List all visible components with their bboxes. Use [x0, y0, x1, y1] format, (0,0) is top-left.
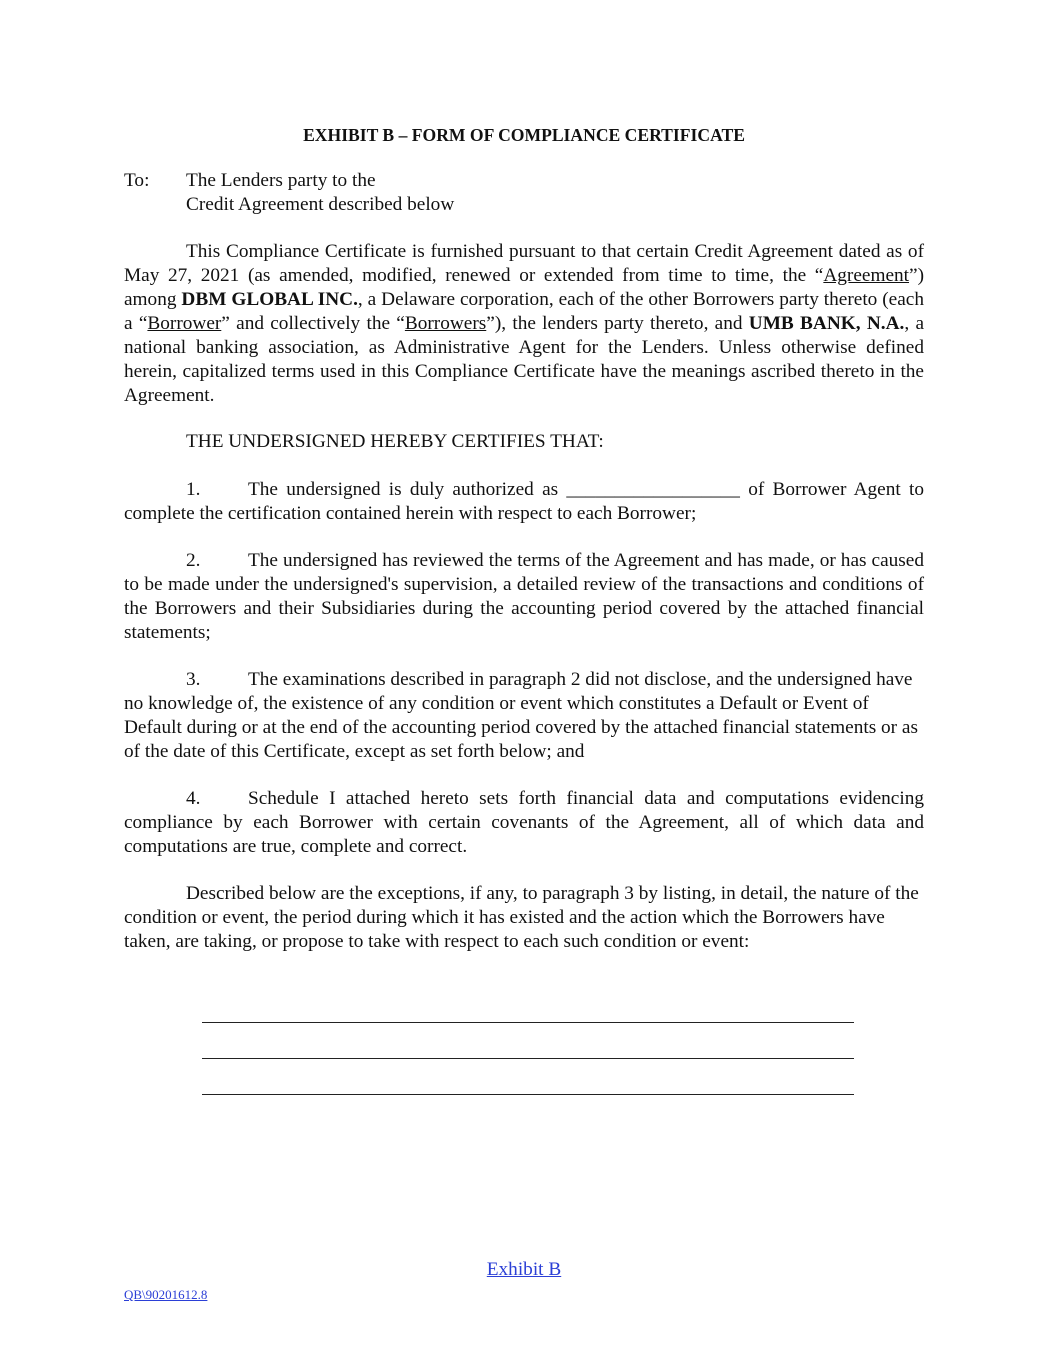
item-text: The examinations described in paragraph 2 did not disclose, and the undersigned have no knowledge of, the existence of any condition or event which constitutes a Default or Event of Default during or at the end of the accounting period covered by the attached financial statements or as of the date of this Certificate, except as set forth below; and [124, 669, 918, 762]
addressee-lines [186, 169, 886, 217]
certifies-heading: THE UNDERSIGNED HEREBY CERTIFIES THAT: [186, 431, 604, 452]
addressee-line-2: Credit Agreement described below [186, 194, 455, 215]
certification-item-2 [124, 549, 924, 645]
footer-doc-id [124, 1287, 207, 1303]
item-number: 3. [186, 669, 201, 690]
item-text: The undersigned is duly authorized as __________________ of Borrower Agent to complete the certification contained herein with respect to each Borrower; [124, 479, 924, 524]
item-text: The undersigned has reviewed the terms of the Agreement and has made, or has caused to be made under the undersigned's supervision, a detailed review of the transactions and conditions of the Borrowers and their Subsidiaries during the accounting period covered by the attached financial statements; [124, 550, 924, 643]
intro-text: ” and collectively the “ [221, 313, 405, 334]
intro-text: ”), the lenders party thereto, and [486, 313, 749, 334]
item-number: 1. [186, 479, 201, 500]
document-id-link[interactable]: QB\90201612.8 [124, 1287, 208, 1302]
certification-item-4 [124, 787, 924, 859]
footer-exhibit-label [124, 1258, 924, 1282]
intro-text: ”) among [124, 265, 924, 310]
to-label: To: [124, 170, 150, 191]
defined-term-agreement: Agreement [823, 265, 910, 286]
party-umb-bank: UMB BANK, N.A. [748, 313, 905, 334]
intro-text: , a Delaware corporation, each of the other Borrowers party thereto (each a “ [124, 289, 924, 334]
party-dbm-global: DBM GLOBAL INC. [181, 289, 358, 310]
intro-text: , a national banking association, as Administrative Agent for the Lenders. Unless otherwise defined herein, capitalized terms used in this Compliance Certificate have the meanings ascribed thereto in the Agreement. [124, 313, 925, 406]
addressee-line-1: The Lenders party to the [186, 170, 376, 191]
document-title: EXHIBIT B – FORM OF COMPLIANCE CERTIFICATE [303, 125, 745, 145]
exhibit-b-link[interactable]: Exhibit B [486, 1259, 562, 1280]
exception-blank-line-1 [202, 1022, 854, 1023]
intro-text: This Compliance Certificate is furnished pursuant to that certain Credit Agreement dated as of May 27, 2021 (as amended, modified, renewed or extended from time to time, the “ [124, 241, 924, 286]
defined-term-borrowers: Borrowers [404, 313, 487, 334]
exceptions-paragraph: Described below are the exceptions, if any, to paragraph 3 by listing, in detail, the nature of the condition or event, the period during which it has existed and the action which the Borrowers have taken, are taking, or propose to take with respect to each such condition or event: [124, 883, 919, 952]
certification-item-1 [124, 478, 924, 526]
document-page [124, 0, 924, 1365]
item-number: 4. [186, 788, 201, 809]
certification-item-3 [124, 668, 924, 764]
defined-term-borrower: Borrower [147, 313, 222, 334]
item-number: 2. [186, 550, 201, 571]
item-text: Schedule I attached hereto sets forth financial data and computations evidencing compliance by each Borrower with certain covenants of the Agreement, all of which data and computations are true, complete and correct. [124, 788, 924, 857]
exception-blank-line-3 [202, 1094, 854, 1095]
intro-paragraph [124, 240, 924, 408]
exception-blank-line-2 [202, 1058, 854, 1059]
